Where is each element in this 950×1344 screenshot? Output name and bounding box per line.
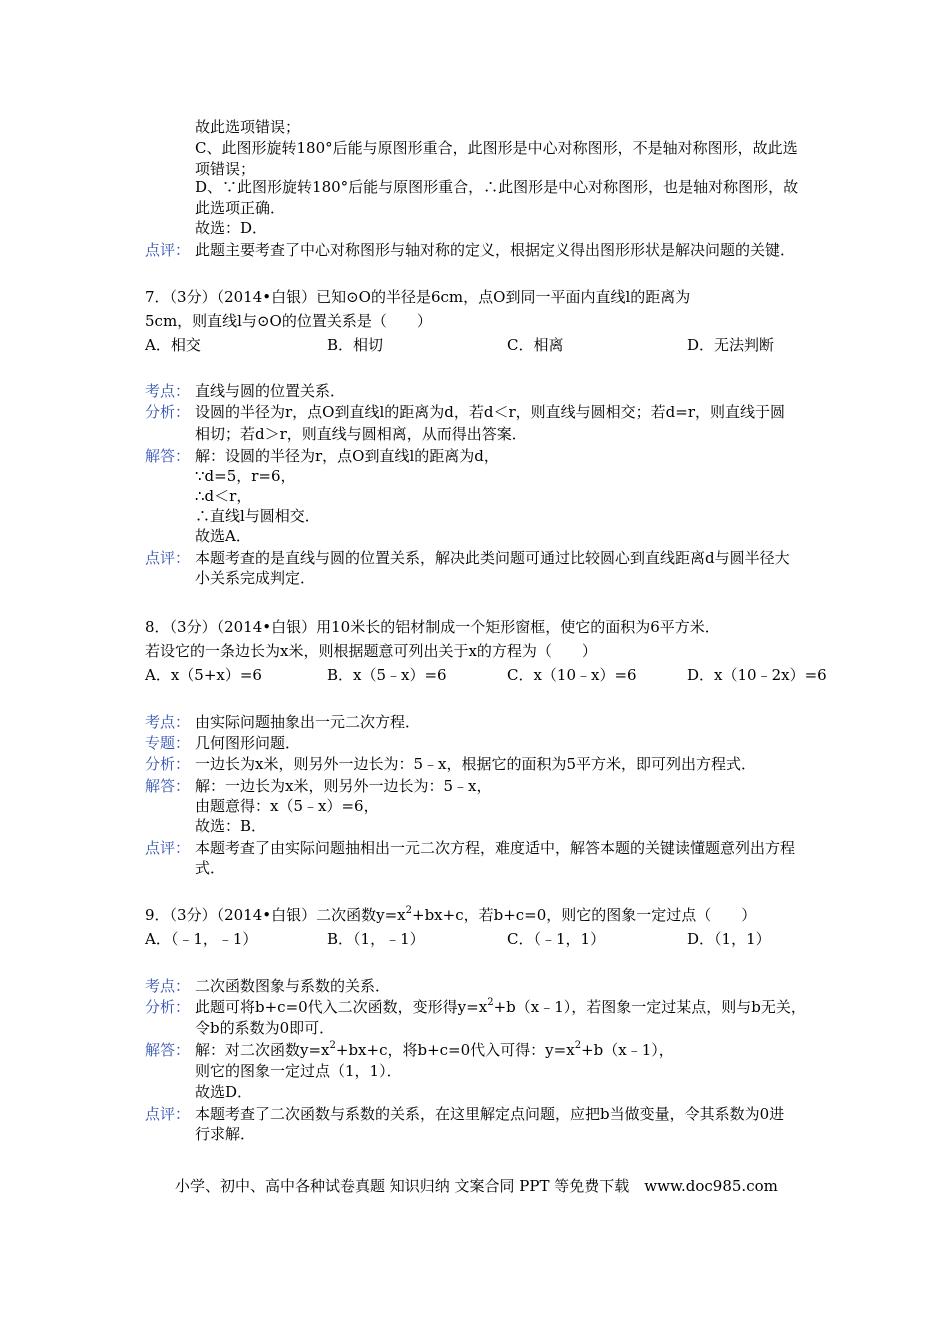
q7-answer-5: 故选A． <box>195 527 251 545</box>
q8-analysis: 一边长为x米，则另外一边长为：5﹣x，根据它的面积为5平方米，即可列出方程式． <box>195 755 757 773</box>
q9-analysis-1: 此题可将b+c=0代入二次函数，变形得$y=x^2+b(x﹣1)$，若图象一定过某点，则与b无关， <box>195 997 806 1016</box>
q9-option-c: C．（﹣1，1） <box>507 930 606 948</box>
q8-point: 由实际问题抽象出一元二次方程． <box>195 713 421 731</box>
q8-answer-2: 由题意得：x（5﹣x）=6， <box>195 797 379 815</box>
q8-option-c: C．x（10﹣x）=6 <box>507 666 637 684</box>
q9-option-b: B．（1，﹣1） <box>327 930 425 948</box>
q9-answer-1: 解：对二次函数$y=x^2+bx+c$，将b+c=0代入可得：$y=x^2+b(x﹣1)$， <box>195 1040 674 1059</box>
q7-stem-2: 5cm，则直线l与⊙O的位置关系是（ ） <box>145 312 432 330</box>
q8-option-b: B．x（5﹣x）=6 <box>327 666 447 684</box>
q8-comment-1: 本题考查了由实际问题抽相出一元二次方程，难度适中，解答本题的关键读懂题意列出方程 <box>195 839 796 857</box>
q8-point-label: 考点： <box>145 713 191 731</box>
prev-line-4: D、∵此图形旋转180°后能与原图形重合，∴此图形是中心对称图形，也是轴对称图形，故 <box>195 178 799 196</box>
q8-answer-label: 解答： <box>145 777 191 795</box>
q8-comment-2: 式． <box>195 859 226 877</box>
q8-answer-1: 解：一边长为x米，则另外一边长为：5﹣x， <box>195 777 492 795</box>
q9-analysis-label: 分析： <box>145 998 191 1016</box>
q9-point: 二次函数图象与系数的关系． <box>195 977 391 995</box>
q9-analysis-2: 令b的系数为0即可． <box>195 1019 335 1037</box>
q9-option-a: A．（﹣1，﹣1） <box>145 930 258 948</box>
q9-answer-label: 解答： <box>145 1041 191 1059</box>
q9-comment-label: 点评： <box>145 1105 191 1123</box>
q8-answer-3: 故选：B． <box>195 817 267 835</box>
q8-stem-2: 若设它的一条边长为x米，则根据题意可列出关于x的方程为（ ） <box>145 642 597 660</box>
q9-point-label: 考点： <box>145 977 191 995</box>
q9-answer-2: 则它的图象一定过点（1，1）． <box>195 1062 402 1080</box>
q7-answer-3: ∴d＜r， <box>195 487 252 505</box>
q8-comment-label: 点评： <box>145 839 191 857</box>
prev-line-5: 此选项正确． <box>195 199 286 217</box>
q7-comment-2: 小关系完成判定． <box>195 569 316 587</box>
q7-analysis-label: 分析： <box>145 403 191 421</box>
q7-comment-label: 点评： <box>145 549 191 567</box>
q8-option-a: A．x（5+x）=6 <box>145 666 262 684</box>
q7-comment-1: 本题考查的是直线与圆的位置关系，解决此类问题可通过比较圆心到直线距离d与圆半径大 <box>195 549 790 567</box>
q7-option-c: C．相离 <box>507 336 564 354</box>
q9-comment-1: 本题考查了二次函数与系数的关系，在这里解定点问题，应把b当做变量，令其系数为0进 <box>195 1105 785 1123</box>
q8-option-d: D．x（10﹣2x）=6 <box>687 666 827 684</box>
prev-line-1: 故此选项错误； <box>195 118 301 136</box>
q7-stem-1: 7．（3分）（2014•白银）已知⊙O的半径是6cm，点O到同一平面内直线l的距离为 <box>145 288 691 306</box>
q7-option-d: D．无法判断 <box>687 336 775 354</box>
q7-analysis-2: 相切；若d＞r，则直线与圆相离，从而得出答案． <box>195 425 527 443</box>
q9-option-d: D．（1，1） <box>687 930 771 948</box>
q9-stem: 9．（3分）（2014•白银）二次函数$y=x^2+bx+c$，若b+c=0，则它的图象一定过点（ ） <box>145 905 757 924</box>
q8-analysis-label: 分析： <box>145 755 191 773</box>
q7-option-a: A．相交 <box>145 336 201 354</box>
prev-comment-label: 点评： <box>145 241 191 259</box>
q9-comment-2: 行求解． <box>195 1125 256 1143</box>
prev-comment: 此题主要考查了中心对称图形与轴对称的定义，根据定义得出图形形状是解决问题的关键． <box>195 241 796 259</box>
prev-line-6: 故选：D． <box>195 219 268 237</box>
q7-answer-label: 解答： <box>145 447 191 465</box>
q7-analysis-1: 设圆的半径为r，点O到直线l的距离为d，若d＜r，则直线与圆相交；若d=r，则直线于圆 <box>195 403 785 421</box>
page-footer: 小学、初中、高中各种试卷真题 知识归纳 文案合同 PPT 等免费下载 www.doc985.com <box>175 1177 778 1195</box>
q9-answer-3: 故选D． <box>195 1083 253 1101</box>
q7-answer-4: ∴直线l与圆相交． <box>195 507 320 525</box>
q8-topic: 几何图形问题． <box>195 734 301 752</box>
q7-point: 直线与圆的位置关系． <box>195 382 346 400</box>
prev-line-3: 项错误； <box>195 160 256 178</box>
prev-line-2: C、此图形旋转180°后能与原图形重合，此图形是中心对称图形，不是轴对称图形，故此选 <box>195 139 798 157</box>
q8-stem-1: 8．（3分）（2014•白银）用10米长的铝材制成一个矩形窗框，使它的面积为6平方米． <box>145 618 720 636</box>
q7-answer-1: 解：设圆的半径为r，点O到直线l的距离为d， <box>195 447 499 465</box>
q9-stem-sup: 2 <box>405 905 412 916</box>
q7-option-b: B．相切 <box>327 336 384 354</box>
q7-answer-2: ∵d=5，r=6， <box>195 467 296 485</box>
q8-topic-label: 专题： <box>145 734 191 752</box>
q7-point-label: 考点： <box>145 382 191 400</box>
